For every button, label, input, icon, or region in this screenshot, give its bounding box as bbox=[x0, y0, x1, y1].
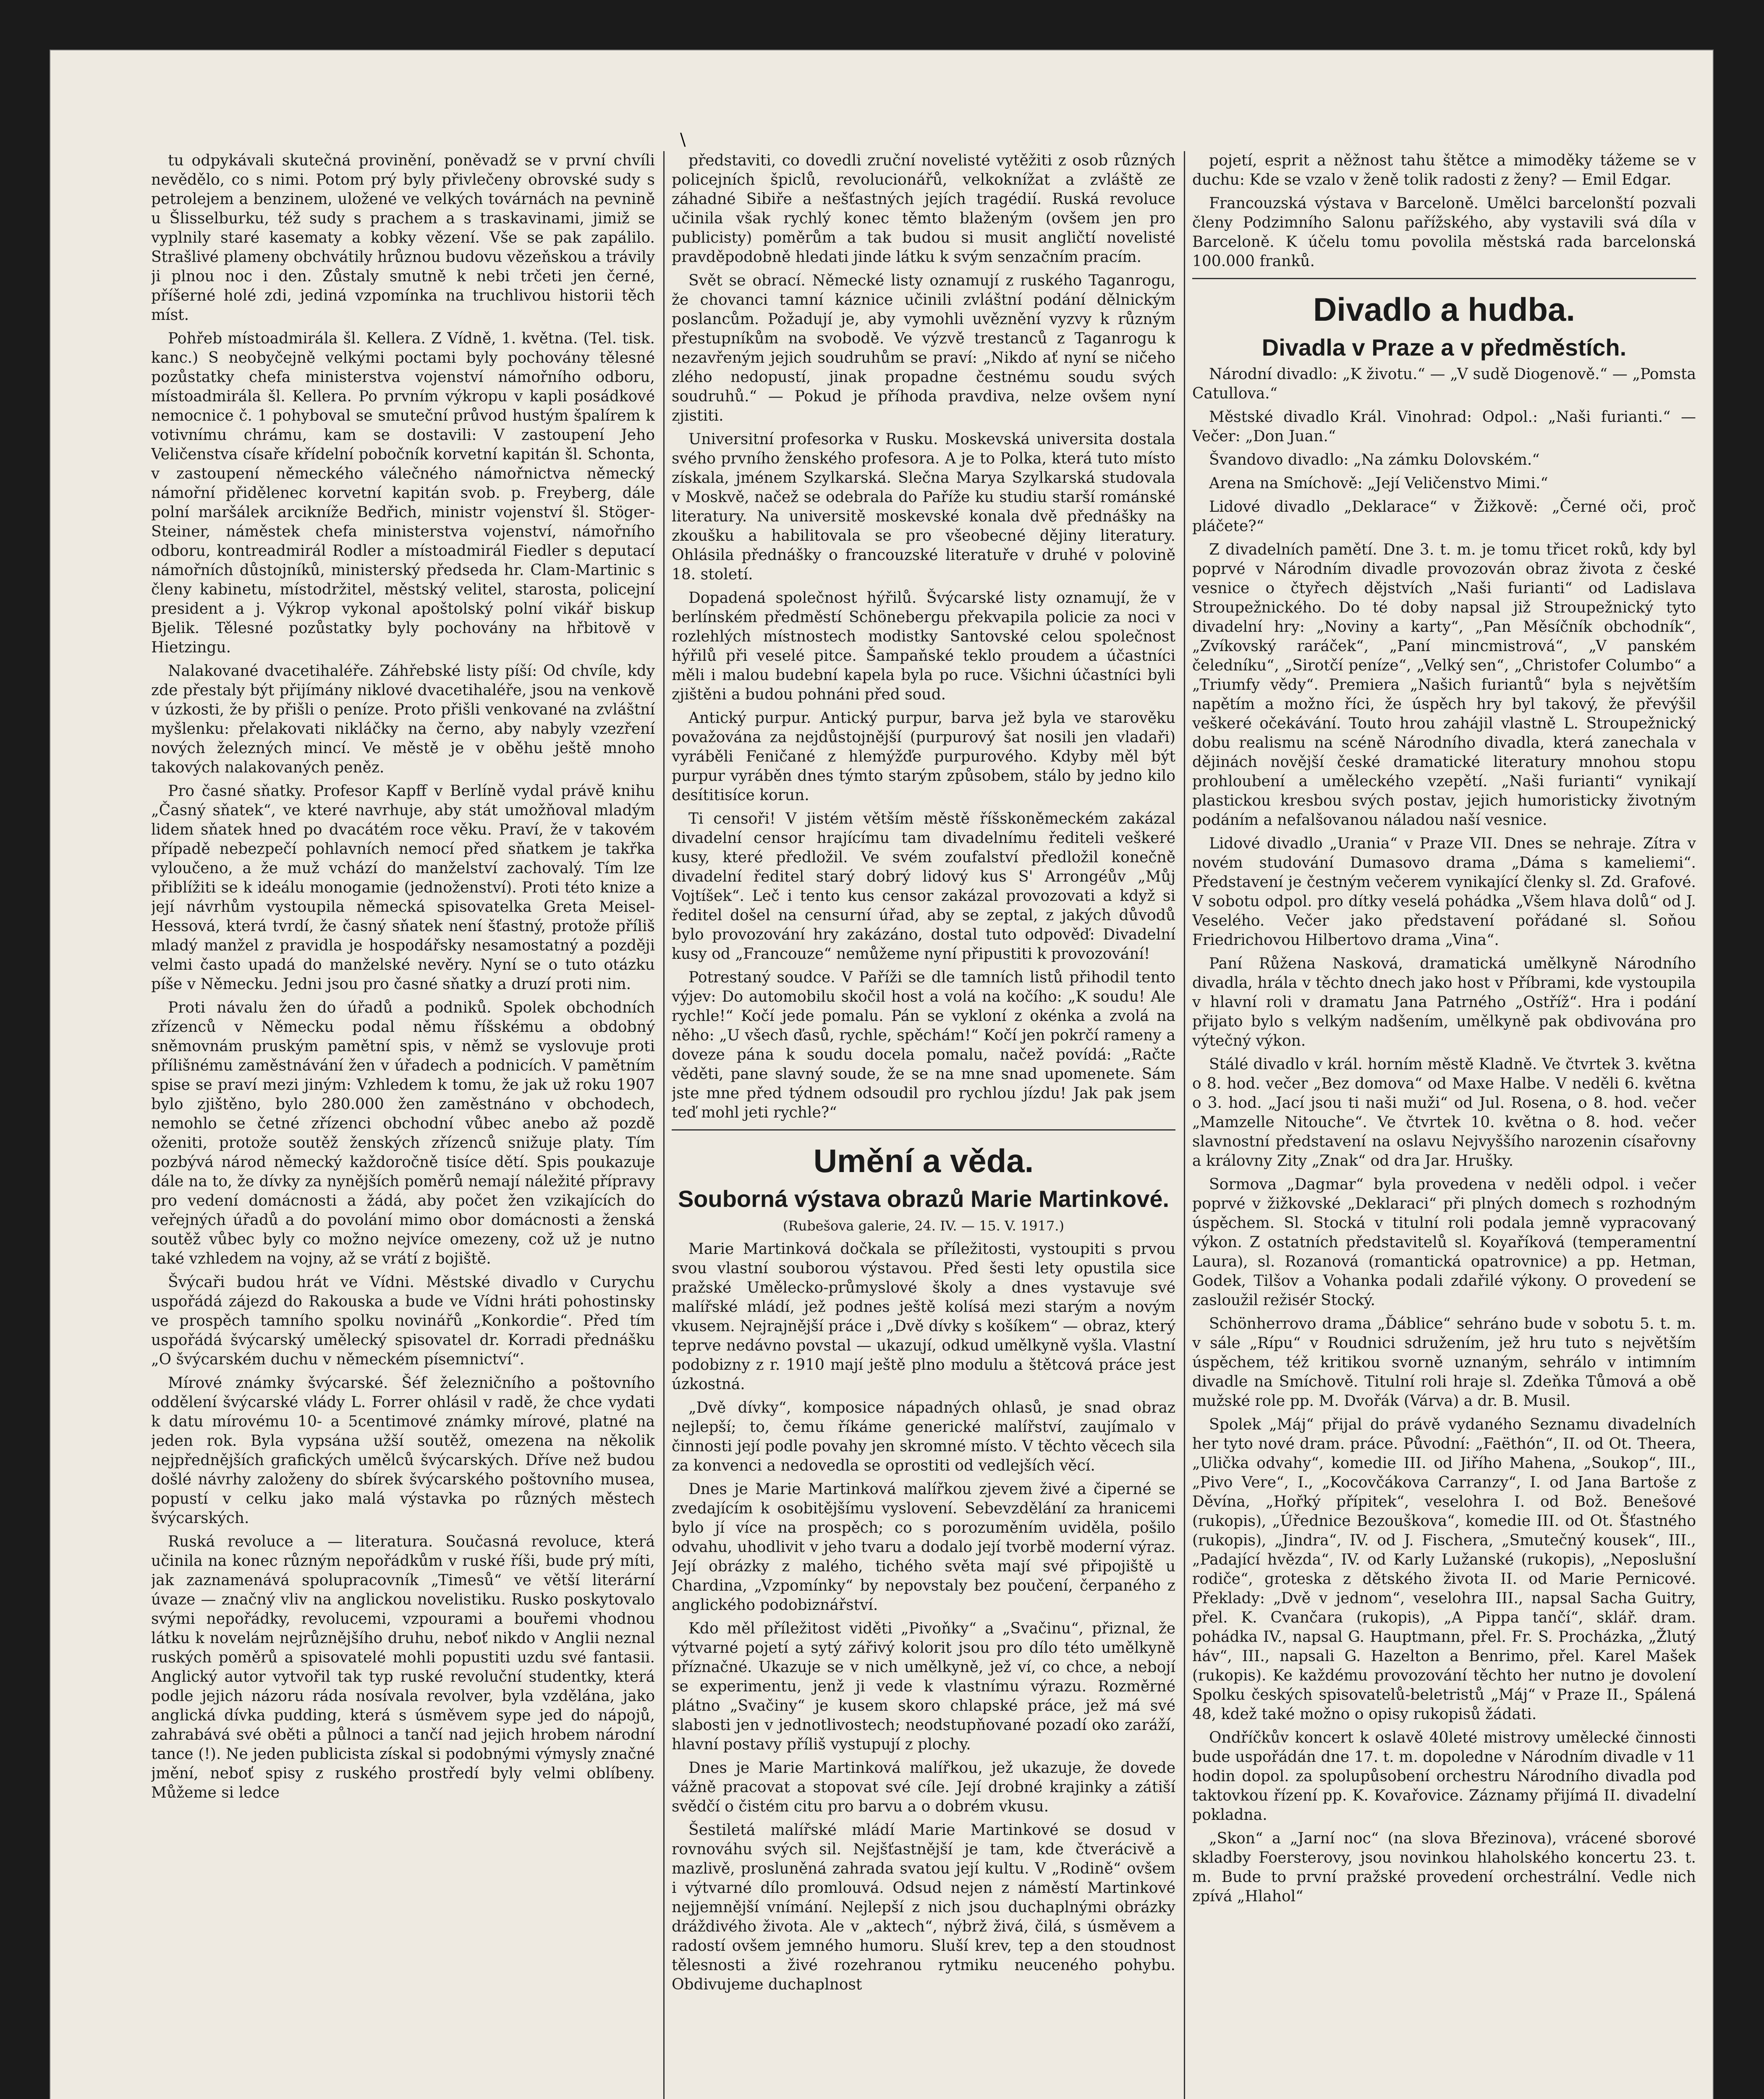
theatre-listing: Městské divadlo Král. Vinohrad: Odpol.: „Naši furianti.“ — Večer: „Don Juan.“ bbox=[1192, 408, 1696, 445]
article-paragraph: Dnes je Marie Martinková malířkou, jež ukazuje, že dovede vážně pracovat a stopovat své cíle. Její drobné krajinky a zátiší svědčí o čistém citu pro barvu a o dobrém vkusu. bbox=[672, 1759, 1175, 1815]
article-paragraph: „Skon“ a „Jarní noc“ (na slova Březinova), vrácené sborové skladby Foersterovy, jsou novinkou hlaholského koncertu 23. t. m. Bude to první pražské provedení orchestrální. Vedle nich zpívá „Hlahol“ bbox=[1192, 1830, 1696, 1905]
article-paragraph: tu odpykávali skutečná provinění, poněvadž se v první chvíli nevědělo, co s nimi. Potom prý byly přivlečeny obrovské sudy s petrolejem a benzinem, uložené ve velkých továrnách na pevnině u Šlisselburku, též sudy s prachem a s traskavinami, jimiž se vyplnily staré kasematy a kobky vězení. Vše se pak zapálilo. Strašlivé plameny obchvátily hrůznou budovu vězeňskou a trávily ji plnou noc i den. Zůstaly smutně k nebi trčeti jen černé, příšerné holé zdi, jediná vzpomínka na truchlivou historii těch míst. bbox=[151, 152, 655, 324]
article-paragraph: Lidové divadlo „Urania“ v Praze VII. Dnes se nehraje. Zítra v novém studování Dumasovo drama „Dáma s kameliemi“. Představení je čestným večerem vynikající členky sl. Zd. Grafové. V sobotu odpol. pro dítky veselá pohádka „Všem hlava dolů“ od J. Veselého. Večer jako představení pořádané sl. Soňou Friedrichovou Hilbertovo drama „Vina“. bbox=[1192, 835, 1696, 949]
article-paragraph: Ondříčkův koncert k oslavě 40leté mistrovy umělecké činnosti bude uspořádán dne 17. t. m. dopoledne v Národním divadle v 11 hodin dopol. za spolupůsobení orchestru Národního divadla pod taktovkou řízení pp. K. Kovařovice. Záznamy přijímá II. divadelní pokladna. bbox=[1192, 1729, 1696, 1824]
article-paragraph: Schönherrovo drama „Ďáblice“ sehráno bude v sobotu 5. t. m. v sále „Rípu“ v Roudnici sdružením, jež hru tuto s největším úspěchem, též kritikou svorně uznaným, sehrálo v intimním divadle na Smíchově. Titulní roli hraje sl. Zdeňka Tůmová a obě mužské role pp. M. Dvořák (Várva) a dr. B. Musil. bbox=[1192, 1315, 1696, 1410]
article-paragraph: Šestiletá malířské mládí Marie Martinkové se dosud v rovnováhu svých sil. Nejšťastnější je tam, kde čtverácivě a mazlivě, prosluněná zahrada svatou její kultu. V „Rodině“ ovšem i výtvarné dílo promlouvá. Odsud nejen z náměstí Martinkové nejjemnější vnímání. Nejlepší z nich jsou duchaplnými obrázky dráždivého života. Ale v „aktech“, nýbrž živá, čilá, s úsměvem a radostí ovšem jemného humoru. Sluší krev, tep a den stoudnost tělesnosti a živé rozehranou rytmiku neuceného pohybu. Obdivujeme duchaplnost bbox=[672, 1822, 1175, 1993]
theatre-listing: Národní divadlo: „K životu.“ — „V sudě Diogenově.“ — „Pomsta Catullova.“ bbox=[1192, 366, 1696, 402]
article-paragraph: Sormova „Dagmar“ byla provedena v neděli odpol. i večer poprvé v žižkovské „Deklaraci“ při plných domech s rozhodným úspěchem. Sl. Stocká v titulní roli podala jemně vypracovaný výkon. Z ostatních představitelů sl. Koyaříková (temperamentní Laura), sl. Rozanová (romantická opatrovnice) a pp. Hetman, Godek, Tilšov a Vohanka podali zdařilé výkony. O provedení se zasloužil režisér Stocký. bbox=[1192, 1176, 1696, 1309]
article-paragraph: Pohřeb místoadmirála šl. Kellera. Z Vídně, 1. května. (Tel. tisk. kanc.) S neobyčejně velkými poctami byly pochovány tělesné pozůstatky chefa ministerstva vojenství námořního odboru, místoadmirála šl. Kellera. Po prvním výkropu v kapli posádkové nemocnice č. 1 pohyboval se smuteční průvod hustým špalírem k votivnímu chrámu, kam se dostavili: V zastoupení Jeho Veličenstva císaře křídelní pobočník korvetní kapitán šl. Schonta, v zastoupení německého válečného námořnictva německý námořní přidělenec korvetní kapitán svob. p. Freyberg, dále polní maršálek arcikníže Bedřich, ministr vojenství šl. Stöger-Steiner, náměstek chefa ministerstva vojenství, námořního odboru, kontreadmirál Rodler a místoadmirál Fiedler s deputací námořních důstojníků, ministerský předseda hr. Clam-Martinic s členy kabinetu, místodržitel, městský velitel, starosta, policejní president a j. Výkrop vykonal apoštolský polní vikář biskup Bjelik. Tělesné pozůstatky byly pochovány na hřbitově v Hietzingu. bbox=[151, 330, 655, 656]
article-paragraph: Paní Růžena Nasková, dramatická umělkyně Národního divadla, hrála v těchto dnech jako host v Příbrami, kde vystoupila v hlavní roli v dramatu Jana Patrného „Ostříž“. Hra i podání přijato bylo s velkým nadšením, umělkyně pak obdivována pro výtečný výkon. bbox=[1192, 955, 1696, 1050]
article-paragraph: Ti censoři! V jistém větším městě říšskoněmeckém zakázal divadelní censor hrajícímu tam divadelnímu řediteli veškeré kusy, které předložil. Ve svém zoufalství předložil konečně divadelní ředitel starý dobrý lidový kus S' Arrongéův „Můj Vojtíšek“. Leč i tento kus censor zakázal provozovati a když si ředitel došel na censurní úřad, aby se zeptal, z jakých důvodů bylo provozování hry zakázáno, dostal tuto odpověď: Divadelní kusy od „Francouze“ nemůžeme nyní připustiti k provozování! bbox=[672, 810, 1175, 963]
theatre-listing: Švandovo divadlo: „Na zámku Dolovském.“ bbox=[1209, 451, 1540, 468]
article-subnote: (Rubešova galerie, 24. IV. — 15. V. 1917.) bbox=[783, 1218, 1064, 1234]
article-paragraph: Švýcaři budou hrát ve Vídni. Městské divadlo v Curychu uspořádá zájezd do Rakouska a bude ve Vídni hráti pohostinsky ve prospěch tamního spolku novinářů „Konkordie“. Před tím uspořádá švýcarský umělecký spisovatel dr. Korradi přednášku „O švýcarském duchu v německém písemnictví“. bbox=[151, 1274, 655, 1368]
column-right bbox=[1192, 151, 1696, 2099]
article-paragraph: Marie Martinková dočkala se příležitosti, vystoupiti s prvou svou vlastní souborou výstavou. Před šesti lety opustila sice pražské Umělecko-průmyslové školy a dnes vystavuje své malířské mládí, jež podnes ještě kolísá mezi starým a novým vkusem. Nejrajnější práce i „Dvě dívky s košíkem“ — obraz, který teprve nedávno povstal — ukazují, odkud umělkyně vyšla. Vlastní podobizny z r. 1910 mají ještě plno modulu a štětcová práce jest úzkostná. bbox=[672, 1241, 1175, 1393]
theatre-listing: Lidové divadlo „Deklarace“ v Žižkově: „Černé oči, proč pláčete?“ bbox=[1192, 498, 1696, 535]
article-paragraph: pojetí, esprit a něžnost tahu štětce a mimoděky tážeme se v duchu: Kde se vzalo v ženě tolik radosti z ženy? — Emil Edgar. bbox=[1192, 152, 1696, 188]
article-paragraph: Z divadelních pamětí. Dne 3. t. m. je tomu třicet roků, kdy byl poprvé v Národním divadle provozován obraz života z české vesnice o čtyřech dějstvích „Naši furianti“ od Ladislava Stroupežnického. Do té doby napsal již Stroupežnický tyto divadelní hry: „Noviny a karty“, „Pan Měsíčník obchodník“, „Zvíkovský raráček“, „Paní mincmistrová“, „V panském čeledníku“, „Sirotčí peníze“, „Velký sen“, „Christofer Columbo“ a „Triumfy vědy“. Premiera „Našich furiantů“ byla s největším napětím a možno říci, že úspěch hry byl takový, že převýšil veškeré očekávání. Touto hrou zahájil vlastně L. Stroupežnický dobu realismu na scéně Národního divadla, která zanechala v dějinách novější české dramatické literatury mnohou stopu prohloubení a uměleckého vzepětí. „Naši furianti“ vynikají plastickou kresbou svých postav, jejich humoristicky životným podáním a nefalšovanou náladou naší vesnice. bbox=[1192, 541, 1696, 829]
article-paragraph: Francouzská výstava v Barceloně. Umělci barcelonští pozvali členy Podzimního Salonu pařížského, aby vystavili svá díla v Barceloně. K účelu tomu povolila městská rada barcelonská 100.000 franků. bbox=[1192, 195, 1696, 270]
column-rule bbox=[663, 151, 665, 2099]
article-paragraph: Stálé divadlo v král. horním městě Kladně. Ve čtvrtek 3. května o 8. hod. večer „Bez domova“ od Maxe Halbe. V neděli 6. května o 3. hod. „Jací jsou ti naši muži“ od Jul. Rosena, o 8. hod. večer „Mamzelle Nitouche“. Ve čtvrtek 10. května o 8. hod. večer slavnostní představení na oslavu Nejvyššího narozenin císařovny a královny Zity „Znak“ od dra Jar. Hrušky. bbox=[1192, 1056, 1696, 1170]
page-mark: \ bbox=[680, 130, 686, 149]
column-left bbox=[151, 151, 655, 2099]
article-paragraph: Spolek „Máj“ přijal do právě vydaného Seznamu divadelních her tyto nové dram. práce. Původní: „Faëthón“, II. od Ot. Theera, „Ulička odvahy“, komedie III. od Jiřího Mahena, „Soukop“, III., „Pivo Vere“, I., „Kocovčákova Carranzy“, I. od Jana Bartoše z Děvína, „Hořký přípitek“, veselohra I. od Bož. Benešové (rukopis), „Úřednice Bezouškova“, komedie III. od Ot. Šťastného (rukopis), „Jindra“, IV. od J. Fischera, „Smutečný kousek“, III., „Padající hvězda“, IV. od Karly Lužanské (rukopis), „Neposlušní rodiče“, groteska z dětského života II. od Marie Pernicové. Překlady: „Dvě v jednom“, veselohra III., napsal Sacha Guitry, přel. K. Cvančara (rukopis), „A Pippa tančí“, sklář. dram. pohádka IV., napsal G. Hauptmann, přel. Fr. S. Procházka, „Žlutý háv“, III., napsali G. Hazelton a Benrimo, přel. Karel Mašek (rukopis). Ke každému provozování těchto her nutno je dovolení Spolku českých spisovatelů-beletristů „Máj“ v Praze II., Spálená 48, kdež také možno o opisy rukopisů žádati. bbox=[1192, 1416, 1696, 1723]
article-paragraph: Dnes je Marie Martinková malířkou zjevem živé a čiperné se zvedajícím k osobitějšímu vyslovení. Sebevzdělání za hranicemi bylo jí více na prospěch; co s porozuměním uviděla, pošilo odvahu, uhodlivit v jeho tvaru a dodalo její tvorbě moderní výraz. Její obrázky z malého, tichého světa mají své připojiště u Chardina, „Vzpomínky“ by nepovstaly bez poučení, čerpaného z anglického podobiznářství. bbox=[672, 1481, 1175, 1614]
article-heading-theatres: Divadla v Praze a v předměstích. bbox=[1261, 334, 1627, 361]
section-heading-theatre: Divadlo a hudba. bbox=[1313, 291, 1576, 328]
article-paragraph: Pro časné sňatky. Profesor Kapff v Berlíně vydal právě knihu „Časný sňatek“, ve které navrhuje, aby stát umožňoval mladým lidem sňatek hned po dvacátém roce věku. Praví, že v takovém případě nebezpečí pohlavních nemocí před sňatkem je takřka vyloučeno, a že muž vchází do manželství zachovalý. Tím lze přiblížiti se k ideálu monogamie (jednoženství). Proti této knize a její návrhům vystoupila německá spisovatelka Greta Meisel-Hessová, která tvrdí, že časný sňatek není šťastný, protože příliš mladý manžel z pravidla je hospodářsky nesamostatný a později velmi často upadá do manželské nevěry. Nyní se o tuto otázku píše v Německu. Jedni jsou pro časné sňatky a druzí proti nim. bbox=[151, 783, 655, 993]
article-paragraph: Proti návalu žen do úřadů a podniků. Spolek obchodních zřízenců v Německu podal němu říšskému a obdobný sněmovnám pruským pamětní spis, v němž se vyslovuje proti přílišnému zaměstnávání žen v úřadech a podnicích. V pamětním spise se praví mezi jiným: Vzhledem k tomu, že jak už roku 1907 bylo zjištěno, bylo 280.000 žen zaměstnáno v obchodech, nemohlo se četné zřízenci obchodní vůbec anebo až pozdě oženiti, protože soutěž ženských zřízenců snižuje platy. Tím pozbývá národ německý každoročně tisíce dětí. Spis poukazuje dále na to, že dívky za nynějších poměrů nemají náležité přípravy pro vedení domácnosti a žádá, aby počet žen vzikajících do veřejných úřadů a do povolání mimo obor domácnosti a ženská soutěž vůbec byly co možno nejvíce omezeny, což už je nutno také vzhledem na vojny, až se vrátí z bojiště. bbox=[151, 999, 655, 1267]
article-paragraph: Dopadená společnost hýřilů. Švýcarské listy oznamují, že v berlínském předměstí Schönebergu překvapila policie za noci v rozlehlých místnostech modistky Santovské celou společnost hýřilů při veselé pitce. Šampaňské teklo proudem a účastníci měli i malou budební kapela byla po ruce. Všichni účastníci byli zjištěni a budou pohnáni před soud. bbox=[672, 589, 1175, 703]
article-heading-exhibition: Souborná výstava obrazů Marie Martinkové. bbox=[678, 1186, 1170, 1212]
article-paragraph: Ruská revoluce a — literatura. Současná revoluce, která učinila na konec různým nepořádkům v ruské říši, bude prý míti, jak zaznamenává spolupracovník „Timesů“ ve větší literární úvaze — značný vliv na anglickou novelistiku. Rusko poskytovalo svými nepořádky, revolucemi, vzpourami a bouřemi vhodnou látku k novelám nejrůznějšího druhu, neboť nikdo v Anglii neznal ruských poměrů a spisovatelé mohli popustiti uzdu své fantasii. Anglický autor vytvořil tak typ ruské revoluční studentky, která podle jejich názoru ráda nosívala revolver, byla vzdělána, jako anglická dívka pudding, která s úsměvem sype jed do nápojů, zahrabává své oběti a půlnoci a tančí nad jejich hrobem národní tance (!). Ne jeden publicista získal si podobnými výmysly značné jmění, neboť spisy z ruského prostředí byly velmi oblíbeny. Můžeme si ledce bbox=[151, 1533, 655, 1801]
section-heading-art: Umění a věda. bbox=[813, 1142, 1034, 1179]
article-paragraph: Svět se obrací. Německé listy oznamují z ruského Taganrogu, že chovanci tamní káznice učinili zvláštní podání dělnickým poslancům. Požadují je, aby vymohli uvěznění vyzvy k různým přestupníkům na svobodě. Ve výzvě trestanců z Taganrogu k nezavřeným jejich soudruhům se praví: „Nikdo ať nyní se ničeho zlého nedopustí, jinak propadne čestnému soudu svých soudruhů.“ — Pokud je příhoda pravdiva, nelze ovšem nyní zjistiti. bbox=[672, 272, 1175, 424]
article-paragraph: Nalakované dvacetihaléře. Záhřebské listy píší: Od chvíle, kdy zde přestaly být přijímány niklové dvacetihaléře, jsou na venkově v úzkosti, že by přišli o peníze. Proto přišli venkované na zvláštní myšlenku: přelakovati nikláčky na černo, aby nabyly vzezření nových železných mincí. Ve městě je v oběhu ještě mnoho takových nalakovaných peněz. bbox=[151, 662, 655, 776]
article-paragraph: Universitní profesorka v Rusku. Moskevská universita dostala svého prvního ženského profesora. A je to Polka, která tuto místo získala, jménem Szylkarská. Slečna Marya Szylkarská studovala v Moskvě, načež se odebrala do Paříže ku studiu starší románské literatury. Na universitě moskevské konala dvě přednášky na zkoušku a habilitovala se pro všeobecné dějiny literatury. Ohlásila přednášky o francouzské literatuře v druhé v polovině 18. století. bbox=[672, 431, 1175, 583]
article-paragraph: Antický purpur. Antický purpur, barva jež byla ve starověku považována za nejdůstojnější (purpurový šat nosili jen vladaři) vyráběli Feničané z hlemýžďe purpurového. Kdyby měl být purpur vyráběn dnes týmto starým způsobem, stálo by jedno kilo desítitisíce korun. bbox=[672, 709, 1175, 804]
article-paragraph: Potrestaný soudce. V Paříži se dle tamních listů přihodil tento výjev: Do automobilu skočil host a volá na kočího: „K soudu! Ale rychle!“ Kočí jede pomalu. Pán se vykloní z okénka a zvolá na něho: „U všech ďasů, rychle, spěchám!“ Kočí jen pokrčí rameny a doveze pána k soudu docela pomalu, načež povídá: „Račte věděti, pane slavný soude, že se na mne snad upomenete. Sám jste mne před týdnem odsoudil pro rychlou jízdu! Jak pak jsem teď mohl jeti rychle?“ bbox=[672, 969, 1175, 1121]
article-paragraph: Mírové známky švýcarské. Šéf železničního a poštovního oddělení švýcarské vlády L. Forrer ohlásil v radě, že chce vydati k datu mírovému 10- a 5centimové známky mírové, platné na jeden rok. Byla vypsána užší soutěž, omezena na několik nejpřednějších grafických umělců švýcarských. Dříve než budou došlé návrhy založeny do sbírek švýcarského poštovního musea, popustí v celku jako malá výstavka po různých městech švýcarských. bbox=[151, 1374, 655, 1527]
column-rule bbox=[1184, 151, 1185, 2099]
article-paragraph: Kdo měl příležitost viděti „Pivoňky“ a „Svačinu“, přiznal, že výtvarné pojetí a sytý zářivý kolorit jsou pro dílo této umělkyně příznačné. Ukazuje se v nich umělkyně, jež ví, co chce, a nebojí se experimentu, jenž ji vede k vlastnímu výrazu. Rozměrné plátno „Svačiny“ je kusem skoro chlapské práce, jež má své slabosti jen v jednotlivostech; neodstupňované pozadí oko zaráží, hlavní postavy příliš vystupují z plochy. bbox=[672, 1620, 1175, 1753]
column-middle bbox=[672, 151, 1175, 2099]
theatre-listing: Arena na Smíchově: „Její Veličenstvo Mimi.“ bbox=[1209, 475, 1548, 492]
section-divider bbox=[1192, 278, 1696, 279]
article-paragraph: představiti, co dovedli zruční novelisté vytěžiti z osob různých policejních špiclů, revolucionářů, velkoknížat a zvláště ze záhadné Sibiře a nešťastných jejích tragédií. Ruská revoluce učinila však rychlý konec těmto blaženým (ovšem jen pro publicisty) poměrům a tak budou si musit angličtí novelisté pravděpodobně hledati jinde látku k svým senzačním pracím. bbox=[672, 152, 1175, 266]
article-paragraph: „Dvě dívky“, komposice nápadných ohlasů, je snad obraz nejlepší; to, čemu říkáme generické malířství, zaujímalo v činnosti její podle povahy jen skromné místo. V těchto věcech sila za konvenci a nedovedla se oprostiti od vedlejších věcí. bbox=[672, 1399, 1175, 1474]
section-divider bbox=[672, 1129, 1175, 1131]
newspaper-page bbox=[50, 50, 1713, 2099]
